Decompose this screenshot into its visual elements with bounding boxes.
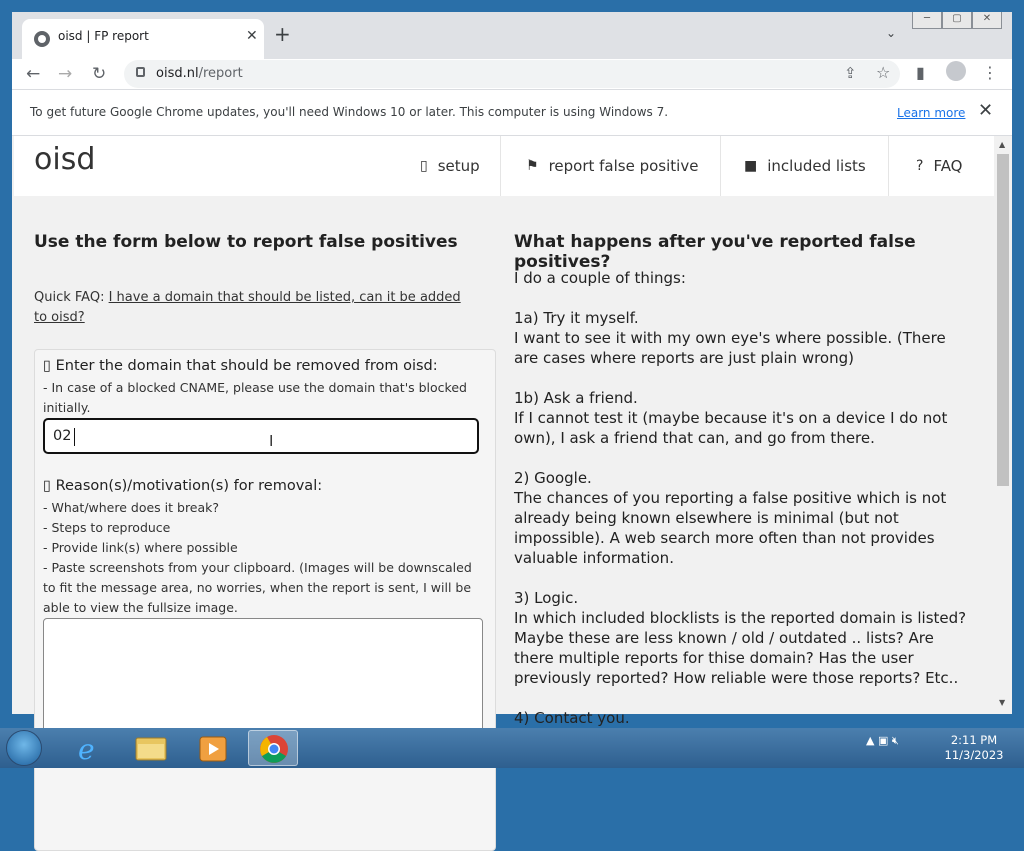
new-tab-button[interactable]: +: [274, 22, 291, 46]
back-arrow-icon[interactable]: ←: [26, 64, 41, 84]
globe-icon: [34, 31, 50, 47]
reason-hint: - Paste screenshots from your clipboard. (Images will be downscaled to fit the message area, no worries, when the report is sent, I will be able to view the fullsize image.: [43, 560, 472, 615]
close-icon[interactable]: ✕: [978, 100, 994, 121]
scroll-up-icon[interactable]: ▲: [999, 140, 1006, 149]
maximize-button[interactable]: ▢: [942, 12, 972, 29]
taskbar-clock[interactable]: [942, 733, 1006, 763]
url-text[interactable]: [156, 66, 243, 81]
faq-prefix: Quick FAQ:: [34, 290, 109, 305]
site-navbar: [14, 136, 994, 196]
menu-kebab-icon[interactable]: ⋮: [982, 63, 998, 82]
nav-faq-label: FAQ: [933, 157, 963, 175]
url-path: /report: [198, 66, 243, 81]
tab-strip: [12, 12, 1012, 59]
question-icon: ?: [916, 158, 924, 174]
info-item-body: If I cannot test it (maybe because it's on a device I do not own), I ask a friend that can, and go from there.: [514, 409, 948, 447]
window-controls: [912, 12, 1002, 29]
file-explorer-icon[interactable]: [126, 730, 176, 766]
address-bar[interactable]: [124, 60, 900, 88]
side-panel-icon[interactable]: ▮: [916, 63, 925, 82]
info-item-title: 2) Google.: [514, 469, 592, 487]
page-scrollbar[interactable]: [994, 136, 1012, 714]
reason-hint: - Provide link(s) where possible: [43, 540, 238, 555]
reload-icon[interactable]: ↻: [92, 64, 107, 84]
close-window-button[interactable]: ✕: [972, 12, 1002, 29]
minimize-button[interactable]: ─: [912, 12, 942, 29]
nav-divider: [888, 136, 889, 196]
update-infobar: [12, 89, 1012, 136]
svg-text:e: e: [78, 733, 95, 766]
share-icon[interactable]: ⇪: [844, 64, 857, 82]
info-item-title: 4) Contact you.: [514, 709, 630, 727]
quick-faq: [34, 288, 474, 328]
info-item-body: I want to see it with my own eye's where possible. (There are cases where reports are just plain wrong): [514, 329, 946, 367]
forward-arrow-icon[interactable]: →: [58, 64, 73, 84]
reason-label: ▯ Reason(s)/motivation(s) for removal:: [43, 478, 323, 494]
nav-divider: [500, 136, 501, 196]
chrome-icon[interactable]: [248, 730, 298, 766]
clock-time: 2:11 PM: [950, 733, 998, 747]
domain-label: ▯ Enter the domain that should be removed from oisd:: [43, 358, 438, 374]
chevron-down-icon[interactable]: ⌄: [886, 26, 897, 40]
nav-report-label: report false positive: [548, 157, 699, 175]
browser-toolbar: [12, 59, 1012, 89]
url-host: oisd.nl: [156, 66, 199, 81]
info-item-title: 1a) Try it myself.: [514, 309, 639, 327]
nav-faq[interactable]: [916, 136, 963, 196]
setup-icon: ▯: [420, 158, 428, 174]
learn-more-link[interactable]: Learn more: [897, 106, 966, 120]
browser-window: [12, 12, 1012, 727]
internet-explorer-icon[interactable]: [64, 730, 114, 766]
tab-active[interactable]: [22, 19, 264, 59]
report-form: [34, 349, 496, 851]
reason-hint: - Steps to reproduce: [43, 520, 171, 535]
close-tab-icon[interactable]: ✕: [246, 28, 258, 44]
nav-setup[interactable]: [420, 136, 480, 196]
text-caret: [74, 428, 75, 446]
system-tray-icons[interactable]: ▲ ▣ 🔇︎: [866, 734, 899, 747]
start-button[interactable]: [6, 730, 42, 766]
lock-icon: [136, 67, 145, 77]
nav-lists-label: included lists: [767, 157, 866, 175]
domain-hint: - In case of a blocked CNAME, please use the domain that's blocked initially.: [43, 380, 467, 415]
site-logo[interactable]: oisd: [34, 142, 96, 177]
info-item-title: 1b) Ask a friend.: [514, 389, 638, 407]
bookmark-star-icon[interactable]: ☆: [876, 63, 891, 82]
scroll-down-icon[interactable]: ▼: [999, 698, 1006, 707]
page-viewport: [12, 136, 994, 727]
nav-setup-label: setup: [437, 157, 480, 175]
flag-icon: ⚑: [526, 158, 539, 174]
profile-avatar-icon[interactable]: [946, 61, 966, 81]
reason-hints: [43, 498, 483, 618]
form-heading: Use the form below to report false positives: [34, 232, 458, 252]
scrollbar-thumb[interactable]: [997, 154, 1009, 486]
info-item-body: In which included blocklists is the reported domain is listed? Maybe these are less known / old / outdated .. lists? Are there multiple reports for thise domain? Has the user previously reported? How reliable were those reports? Etc..: [514, 609, 967, 687]
nav-report-false-positive[interactable]: [526, 136, 698, 196]
list-icon: ■: [744, 158, 758, 174]
info-body: [514, 268, 974, 728]
windows-taskbar: [0, 728, 1024, 768]
nav-divider: [720, 136, 721, 196]
domain-input[interactable]: [43, 418, 479, 454]
info-heading: What happens after you've reported false positives?: [514, 232, 916, 272]
ibeam-cursor-icon: I: [269, 432, 274, 450]
domain-input-value: 02: [53, 428, 72, 444]
media-player-icon[interactable]: [188, 730, 238, 766]
reason-hint: - What/where does it break?: [43, 500, 220, 515]
clock-date: 11/3/2023: [944, 748, 1004, 762]
info-intro: I do a couple of things:: [514, 269, 686, 287]
info-item-title: 3) Logic.: [514, 589, 579, 607]
info-item-body: The chances of you reporting a false positive which is not already being known elsewhere is minimal (but not impossible). A web search more often than not provides valuable information.: [514, 489, 947, 567]
infobar-message: To get future Google Chrome updates, you'll need Windows 10 or later. This computer is using Windows 7.: [30, 105, 669, 119]
faq-link[interactable]: I have a domain that should be listed, can it be added to oisd?: [34, 290, 461, 325]
nav-included-lists[interactable]: [744, 136, 866, 196]
tab-title: oisd | FP report: [58, 29, 149, 43]
